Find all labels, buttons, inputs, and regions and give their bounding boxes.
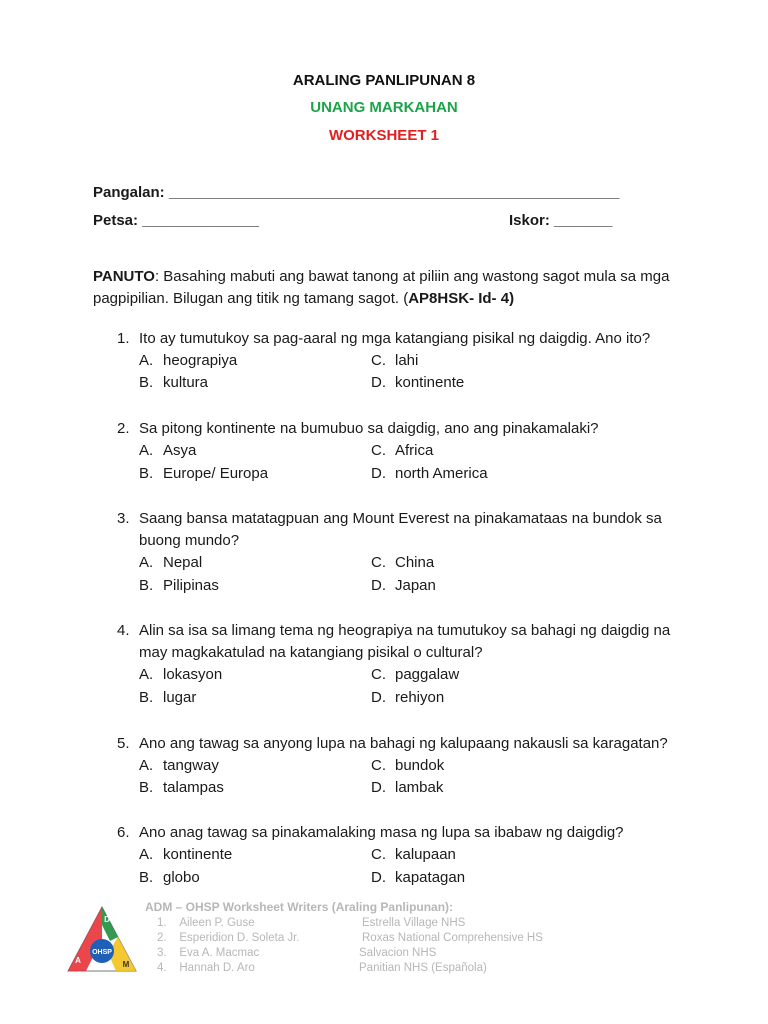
- question-number: 3.: [117, 510, 130, 527]
- question-6: [117, 822, 677, 890]
- option-d[interactable]: D. rehiyon: [371, 689, 445, 706]
- writers-footer: [145, 900, 565, 978]
- question-number: 6.: [117, 824, 130, 841]
- question-text: Sa pitong kontinente na bumubuo sa daigdig, ano ang pinakamalaki?: [139, 420, 599, 437]
- question-number: 2.: [117, 420, 130, 437]
- instructions-label: PANUTO: [93, 268, 155, 285]
- option-a[interactable]: A. heograpiya: [139, 352, 238, 369]
- option-c[interactable]: C. China: [371, 554, 435, 571]
- footer-title: ADM – OHSP Worksheet Writers (Araling Panlipunan):: [145, 900, 454, 914]
- option-b[interactable]: B. lugar: [139, 689, 197, 706]
- question-2: [117, 418, 677, 486]
- option-a[interactable]: A. tangway: [139, 757, 219, 774]
- options: [139, 755, 677, 801]
- option-a[interactable]: A. Asya: [139, 442, 197, 459]
- option-b[interactable]: B. talampas: [139, 779, 224, 796]
- option-d[interactable]: D. Japan: [371, 577, 436, 594]
- question-number: 1.: [117, 330, 130, 347]
- worksheet-title: WORKSHEET 1: [328, 127, 439, 144]
- option-a[interactable]: A. lokasyon: [139, 666, 223, 683]
- question-number: 5.: [117, 735, 130, 752]
- writer-school: Panitian NHS (Española): [359, 962, 487, 974]
- options: [139, 844, 677, 890]
- adm-ohsp-logo-icon: [66, 905, 138, 975]
- writer-school: Roxas National Comprehensive HS: [362, 932, 543, 944]
- options: [139, 552, 677, 598]
- question-number: 4.: [117, 622, 130, 639]
- question-5: [117, 733, 677, 801]
- question-text: Ano ang tawag sa anyong lupa na bahagi ng kalupaang nakausli sa karagatan?: [139, 735, 668, 752]
- instructions-text: : Basahing mabuti ang bawat tanong at piliin ang wastong sagot mula sa mga pagpipilian. Bilugan ang titik ng tamang sagot. (: [93, 268, 670, 307]
- option-a[interactable]: A. kontinente: [139, 846, 233, 863]
- option-b[interactable]: B. globo: [139, 869, 200, 886]
- score-field[interactable]: Iskor: _______: [509, 212, 613, 229]
- instructions: [93, 266, 673, 310]
- question-1: [117, 328, 677, 396]
- logo-center-text: OHSP: [92, 949, 112, 956]
- writer-row: 1. Aileen P. Guse: [157, 917, 255, 929]
- option-d[interactable]: D. north America: [371, 465, 488, 482]
- competency-code: AP8HSK- Id- 4): [408, 290, 515, 307]
- writer-row: 3. Eva A. Macmac: [157, 947, 260, 959]
- question-text: Ito ay tumutukoy sa pag-aaral ng mga katangiang pisikal ng daigdig. Ano ito?: [139, 330, 651, 347]
- option-d[interactable]: D. lambak: [371, 779, 444, 796]
- writer-school: Salvacion NHS: [359, 947, 437, 959]
- option-c[interactable]: C. kalupaan: [371, 846, 456, 863]
- writer-row: 4. Hannah D. Aro: [157, 962, 255, 974]
- quarter-title: UNANG MARKAHAN: [310, 99, 458, 116]
- options: [139, 350, 677, 396]
- question-text: Alin sa isa sa limang tema ng heograpiya na tumutukoy sa bahagi ng daigdig na may magkakatulad na katangiang pisikal o cultural?: [139, 622, 671, 661]
- option-d[interactable]: D. kontinente: [371, 374, 465, 391]
- logo-letter-m: M: [122, 960, 130, 969]
- option-a[interactable]: A. Nepal: [139, 554, 203, 571]
- option-b[interactable]: B. Pilipinas: [139, 577, 219, 594]
- option-c[interactable]: C. paggalaw: [371, 666, 460, 683]
- logo-letter-d: D: [104, 915, 110, 924]
- question-text: Ano anag tawag sa pinakamalaking masa ng lupa sa ibabaw ng daigdig?: [139, 824, 624, 841]
- writer-school: Estrella Village NHS: [362, 917, 466, 929]
- question-4: [117, 620, 677, 710]
- options: [139, 664, 677, 710]
- name-field[interactable]: Pangalan: ______________________________________________________: [93, 184, 620, 201]
- subject-title: ARALING PANLIPUNAN 8: [292, 72, 476, 89]
- date-field[interactable]: Petsa: ______________: [93, 212, 259, 229]
- writer-row: 2. Esperidion D. Soleta Jr.: [157, 932, 300, 944]
- logo-letter-a: A: [75, 956, 81, 965]
- question-3: [117, 508, 677, 598]
- question-text: Saang bansa matatagpuan ang Mount Everest na pinakamataas na bundok sa buong mundo?: [139, 510, 662, 549]
- option-b[interactable]: B. Europe/ Europa: [139, 465, 269, 482]
- options: [139, 440, 677, 486]
- option-c[interactable]: C. lahi: [371, 352, 419, 369]
- option-d[interactable]: D. kapatagan: [371, 869, 466, 886]
- option-b[interactable]: B. kultura: [139, 374, 209, 391]
- option-c[interactable]: C. Africa: [371, 442, 434, 459]
- option-c[interactable]: C. bundok: [371, 757, 445, 774]
